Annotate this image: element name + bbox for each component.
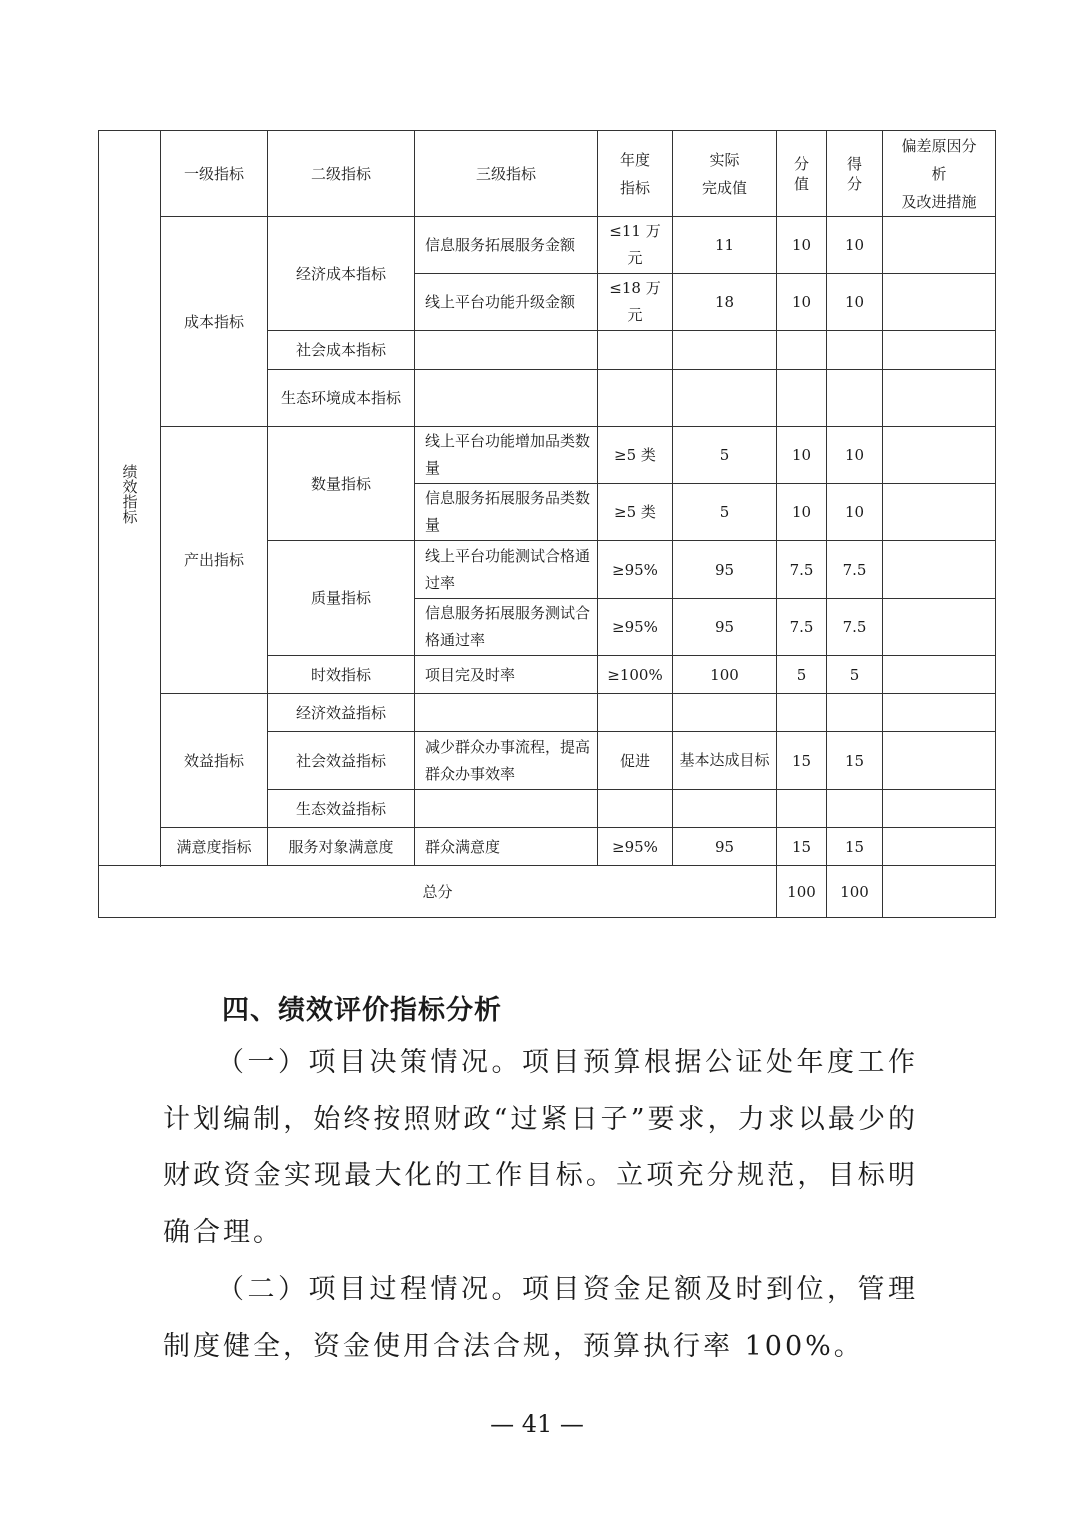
empty-cell — [883, 427, 996, 484]
empty-cell — [598, 694, 673, 732]
cell-level3: 线上平台功能增加品类数量 — [415, 427, 598, 484]
cell-score: 15 — [827, 732, 883, 790]
cell-actual: 5 — [673, 484, 777, 541]
cell-target: ≥95% — [598, 599, 673, 656]
cell-actual: 18 — [673, 274, 777, 331]
cost-eco: 生态环境成本指标 — [268, 370, 415, 427]
empty-cell — [883, 732, 996, 790]
cell-value: 10 — [777, 217, 827, 274]
empty-cell — [827, 694, 883, 732]
benefit-economic: 经济效益指标 — [268, 694, 415, 732]
empty-cell — [883, 599, 996, 656]
empty-cell — [883, 656, 996, 694]
table-row — [99, 694, 996, 732]
output-level1: 产出指标 — [161, 427, 268, 694]
empty-cell — [598, 370, 673, 427]
empty-cell — [777, 370, 827, 427]
empty-cell — [883, 828, 996, 866]
empty-cell — [883, 790, 996, 828]
empty-cell — [673, 790, 777, 828]
cell-actual: 基本达成目标 — [673, 732, 777, 790]
total-value: 100 — [777, 866, 827, 918]
performance-table — [98, 130, 996, 918]
empty-cell — [883, 331, 996, 370]
cell-actual: 95 — [673, 828, 777, 866]
cell-value: 10 — [777, 274, 827, 331]
cell-deviation — [883, 217, 996, 274]
empty-cell — [827, 370, 883, 427]
empty-cell — [673, 370, 777, 427]
table-row — [99, 427, 996, 484]
empty-cell — [415, 790, 598, 828]
cell-value: 7.5 — [777, 599, 827, 656]
paragraph-process: （二）项目过程情况。项目资金足额及时到位，管理制度健全，资金使用合法合规，预算执行率 100%。 — [163, 1274, 918, 1362]
empty-cell — [777, 694, 827, 732]
cell-level3: 信息服务拓展服务金额 — [415, 217, 598, 274]
empty-cell — [598, 331, 673, 370]
cell-level3: 减少群众办事流程，提高群众办事效率 — [415, 732, 598, 790]
output-timeliness: 时效指标 — [268, 656, 415, 694]
paragraph-decision: （一）项目决策情况。项目预算根据公证处年度工作计划编制，始终按照财政“过紧日子”要求，力求以最少的财政资金实现最大化的工作目标。立项充分规范，目标明确合理。 — [163, 1047, 918, 1248]
empty-cell — [777, 331, 827, 370]
cell-value: 10 — [777, 484, 827, 541]
benefit-eco: 生态效益指标 — [268, 790, 415, 828]
empty-cell — [883, 484, 996, 541]
empty-cell — [598, 790, 673, 828]
cell-score: 5 — [827, 656, 883, 694]
empty-cell — [777, 790, 827, 828]
cell-level3: 线上平台功能测试合格通过率 — [415, 541, 598, 599]
cell-level3: 信息服务拓展服务测试合格通过率 — [415, 599, 598, 656]
header-score-got: 得 分 — [827, 131, 883, 217]
header-deviation: 偏差原因分 析 及改进措施 — [883, 131, 996, 217]
output-quantity: 数量指标 — [268, 427, 415, 541]
output-quality: 质量指标 — [268, 541, 415, 656]
empty-cell — [883, 866, 996, 918]
cell-target: ≥5 类 — [598, 484, 673, 541]
cell-value: 5 — [777, 656, 827, 694]
cell-level3: 群众满意度 — [415, 828, 598, 866]
group-label: 绩效指标 — [120, 463, 139, 524]
satisfaction-level1: 满意度指标 — [161, 828, 268, 866]
cell-actual: 100 — [673, 656, 777, 694]
header-score-value: 分 值 — [777, 131, 827, 217]
cell-value: 7.5 — [777, 541, 827, 599]
cell-deviation — [883, 274, 996, 331]
empty-cell — [415, 331, 598, 370]
header-annual-target: 年度 指标 — [598, 131, 673, 217]
cell-level3: 项目完及时率 — [415, 656, 598, 694]
satisfaction-level2: 服务对象满意度 — [268, 828, 415, 866]
cell-target: ≥100% — [598, 656, 673, 694]
cell-score: 10 — [827, 427, 883, 484]
cell-target: ≥95% — [598, 828, 673, 866]
cell-actual: 95 — [673, 541, 777, 599]
empty-cell — [883, 541, 996, 599]
section-heading: 四、绩效评价指标分析 — [222, 995, 502, 1026]
cost-social: 社会成本指标 — [268, 331, 415, 370]
cell-value: 10 — [777, 427, 827, 484]
cell-target: ≥95% — [598, 541, 673, 599]
benefit-social: 社会效益指标 — [268, 732, 415, 790]
cell-target: ≤11 万元 — [598, 217, 673, 274]
cost-level1: 成本指标 — [161, 217, 268, 427]
cell-score: 7.5 — [827, 599, 883, 656]
header-level1: 一级指标 — [161, 131, 268, 217]
empty-cell — [415, 694, 598, 732]
header-level3: 三级指标 — [415, 131, 598, 217]
cell-level3: 信息服务拓展服务品类数量 — [415, 484, 598, 541]
cost-economic: 经济成本指标 — [268, 217, 415, 331]
header-actual: 实际 完成值 — [673, 131, 777, 217]
total-label: 总分 — [99, 866, 777, 918]
page-number: — 41 — — [490, 1410, 584, 1438]
empty-cell — [673, 331, 777, 370]
empty-cell — [415, 370, 598, 427]
total-score: 100 — [827, 866, 883, 918]
empty-cell — [827, 331, 883, 370]
total-row — [99, 866, 996, 918]
cell-value: 15 — [777, 732, 827, 790]
header-level2: 二级指标 — [268, 131, 415, 217]
cell-score: 7.5 — [827, 541, 883, 599]
cell-actual: 11 — [673, 217, 777, 274]
benefit-level1: 效益指标 — [161, 694, 268, 828]
group-label-cell — [99, 131, 161, 866]
cell-target: 促进 — [598, 732, 673, 790]
table-row — [99, 217, 996, 274]
cell-score: 15 — [827, 828, 883, 866]
table-row — [99, 828, 996, 866]
empty-cell — [883, 370, 996, 427]
empty-cell — [883, 694, 996, 732]
cell-actual: 95 — [673, 599, 777, 656]
empty-cell — [827, 790, 883, 828]
cell-level3: 线上平台功能升级金额 — [415, 274, 598, 331]
cell-score: 10 — [827, 484, 883, 541]
cell-target: ≥5 类 — [598, 427, 673, 484]
cell-target: ≤18 万元 — [598, 274, 673, 331]
empty-cell — [673, 694, 777, 732]
cell-actual: 5 — [673, 427, 777, 484]
cell-score: 10 — [827, 274, 883, 331]
cell-score: 10 — [827, 217, 883, 274]
cell-value: 15 — [777, 828, 827, 866]
